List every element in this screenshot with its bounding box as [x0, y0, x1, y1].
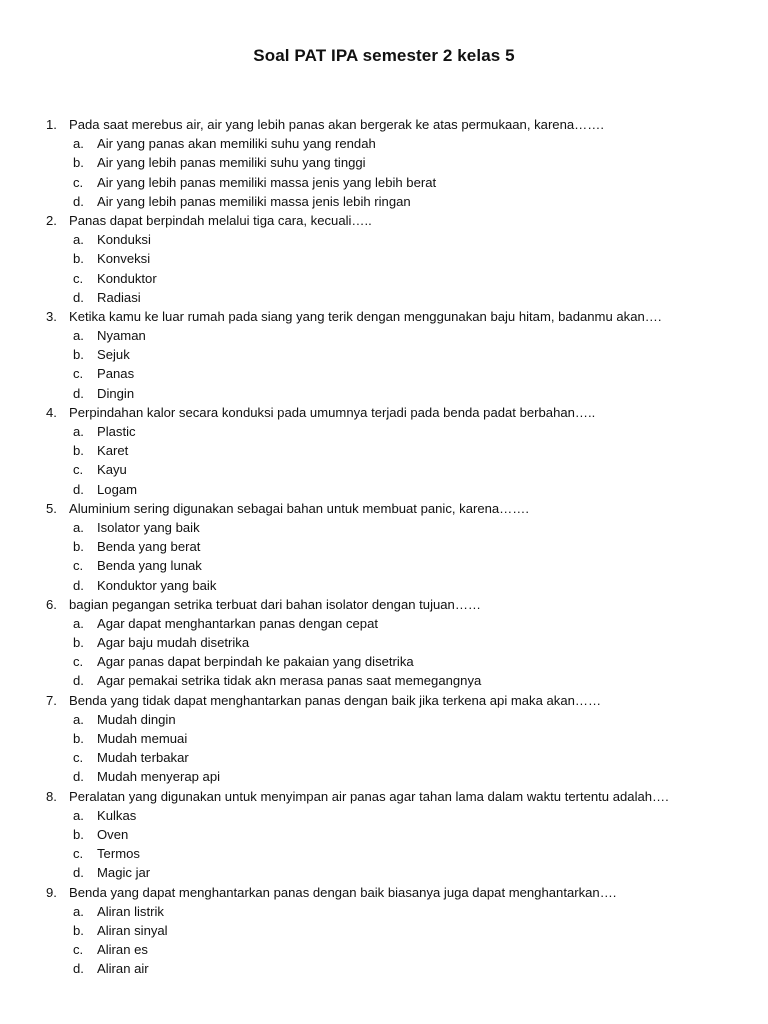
option-list	[46, 806, 746, 883]
answer-option	[46, 326, 746, 345]
answer-option	[46, 844, 746, 863]
question-text: Perpindahan kalor secara konduksi pada umumnya terjadi pada benda padat berbahan…..	[69, 404, 596, 420]
option-letter: a.	[73, 615, 84, 631]
option-letter: b.	[73, 539, 84, 555]
option-text: Isolator yang baik	[97, 519, 200, 535]
question-item	[46, 691, 746, 787]
answer-option	[46, 710, 746, 729]
option-letter: d.	[73, 961, 84, 977]
answer-option	[46, 518, 746, 537]
answer-option	[46, 748, 746, 767]
option-letter: c.	[73, 270, 84, 286]
option-text: Aliran sinyal	[97, 922, 168, 938]
answer-option	[46, 384, 746, 403]
option-text: Konduktor	[97, 270, 157, 286]
answer-option	[46, 652, 746, 671]
answer-option	[46, 576, 746, 595]
option-letter: d.	[73, 577, 84, 593]
option-text: Air yang lebih panas memiliki massa jenis lebih ringan	[97, 193, 411, 209]
option-letter: c.	[73, 654, 84, 670]
answer-option	[46, 863, 746, 882]
question-line	[46, 307, 746, 326]
question-item	[46, 787, 746, 883]
answer-option	[46, 825, 746, 844]
answer-option	[46, 269, 746, 288]
option-text: Logam	[97, 481, 138, 497]
question-text: Peralatan yang digunakan untuk menyimpan air panas agar tahan lama dalam waktu tertentu adalah….	[69, 788, 669, 804]
document-title: Soal PAT IPA semester 2 kelas 5	[253, 46, 515, 65]
option-letter: d.	[73, 673, 84, 689]
answer-option	[46, 230, 746, 249]
option-text: Kulkas	[97, 807, 137, 823]
option-letter: a.	[73, 519, 84, 535]
answer-option	[46, 288, 746, 307]
question-line	[46, 691, 746, 710]
answer-option	[46, 614, 746, 633]
option-text: Mudah dingin	[97, 711, 176, 727]
option-text: Konduksi	[97, 232, 151, 248]
option-letter: a.	[73, 136, 84, 152]
option-letter: b.	[73, 443, 84, 459]
option-list	[46, 134, 746, 211]
option-letter: a.	[73, 903, 84, 919]
answer-option	[46, 537, 746, 556]
answer-option	[46, 134, 746, 153]
question-item	[46, 883, 746, 979]
option-list	[46, 230, 746, 307]
answer-option	[46, 422, 746, 441]
question-text: Benda yang dapat menghantarkan panas dengan baik biasanya juga dapat menghantarkan….	[69, 884, 617, 900]
option-list	[46, 710, 746, 787]
option-text: Mudah memuai	[97, 731, 188, 746]
answer-option	[46, 480, 746, 499]
question-text: Pada saat merebus air, air yang lebih panas akan bergerak ke atas permukaan, karena…….	[69, 117, 604, 132]
option-letter: d.	[73, 769, 84, 785]
option-text: Aliran air	[97, 961, 149, 977]
option-text: Oven	[97, 826, 129, 842]
option-letter: b.	[73, 731, 84, 746]
option-letter: d.	[73, 385, 84, 401]
answer-option	[46, 806, 746, 825]
option-letter: c.	[73, 462, 84, 478]
answer-option	[46, 633, 746, 652]
question-text: Benda yang tidak dapat menghantarkan panas dengan baik jika terkena api maka akan……	[69, 692, 602, 708]
option-text: Termos	[97, 846, 140, 862]
answer-option	[46, 460, 746, 479]
question-text: bagian pegangan setrika terbuat dari bahan isolator dengan tujuan……	[69, 596, 482, 612]
option-text: Agar baju mudah disetrika	[97, 635, 250, 651]
option-letter: a.	[73, 328, 84, 344]
question-number: 5.	[46, 500, 57, 516]
answer-option	[46, 556, 746, 575]
question-text: Ketika kamu ke luar rumah pada siang yang terik dengan menggunakan baju hitam, badanmu akan….	[69, 308, 662, 324]
question-number: 9.	[46, 884, 57, 900]
option-letter: a.	[73, 424, 84, 439]
answer-option	[46, 345, 746, 364]
option-text: Agar dapat menghantarkan panas dengan cepat	[97, 615, 379, 631]
option-text: Agar panas dapat berpindah ke pakaian yang disetrika	[97, 654, 414, 670]
option-letter: c.	[73, 942, 84, 958]
option-text: Sejuk	[97, 347, 130, 363]
option-letter: a.	[73, 232, 84, 248]
option-letter: d.	[73, 481, 84, 497]
question-line	[46, 115, 746, 134]
option-letter: d.	[73, 193, 84, 209]
question-line	[46, 787, 746, 806]
option-text: Air yang lebih panas memiliki suhu yang tinggi	[97, 155, 366, 171]
answer-option	[46, 364, 746, 383]
option-text: Kayu	[97, 462, 127, 478]
question-line	[46, 883, 746, 902]
question-item	[46, 307, 746, 403]
question-line	[46, 499, 746, 518]
option-letter: b.	[73, 635, 84, 651]
option-text: Magic jar	[97, 865, 151, 881]
question-number: 4.	[46, 404, 57, 420]
option-list	[46, 518, 746, 595]
question-item	[46, 403, 746, 499]
question-item	[46, 595, 746, 691]
question-item	[46, 115, 746, 211]
option-text: Aliran es	[97, 942, 148, 958]
option-letter: a.	[73, 711, 84, 727]
option-letter: c.	[73, 846, 84, 862]
question-line	[46, 211, 746, 230]
option-letter: b.	[73, 155, 84, 171]
question-number: 1.	[46, 117, 57, 132]
question-list	[46, 115, 746, 978]
answer-option	[46, 921, 746, 940]
question-text: Aluminium sering digunakan sebagai bahan untuk membuat panic, karena…….	[69, 500, 530, 516]
question-line	[46, 403, 746, 422]
option-text: Mudah terbakar	[97, 750, 189, 766]
answer-option	[46, 671, 746, 690]
option-letter: b.	[73, 826, 84, 842]
option-text: Benda yang lunak	[97, 558, 202, 574]
option-text: Agar pemakai setrika tidak akn merasa panas saat memegangnya	[97, 673, 482, 689]
option-letter: a.	[73, 807, 84, 823]
option-text: Plastic	[97, 424, 136, 439]
option-letter: b.	[73, 347, 84, 363]
option-text: Konduktor yang baik	[97, 577, 217, 593]
answer-option	[46, 173, 746, 192]
option-text: Aliran listrik	[97, 903, 164, 919]
option-letter: b.	[73, 922, 84, 938]
option-letter: d.	[73, 865, 84, 881]
question-line	[46, 595, 746, 614]
option-letter: d.	[73, 289, 84, 305]
question-item	[46, 211, 746, 307]
answer-option	[46, 902, 746, 921]
option-text: Mudah menyerap api	[97, 769, 221, 785]
option-list	[46, 326, 746, 403]
answer-option	[46, 153, 746, 172]
question-number: 7.	[46, 692, 57, 708]
option-text: Panas	[97, 366, 135, 382]
answer-option	[46, 249, 746, 268]
option-letter: c.	[73, 174, 84, 190]
option-list	[46, 614, 746, 691]
option-text: Benda yang berat	[97, 539, 201, 555]
question-text: Panas dapat berpindah melalui tiga cara, kecuali…..	[69, 212, 372, 228]
option-letter: c.	[73, 750, 84, 766]
question-number: 3.	[46, 308, 57, 324]
question-item	[46, 499, 746, 595]
option-letter: c.	[73, 366, 84, 382]
answer-option	[46, 767, 746, 786]
answer-option	[46, 729, 746, 748]
option-text: Air yang panas akan memiliki suhu yang rendah	[97, 136, 376, 152]
option-text: Dingin	[97, 385, 135, 401]
answer-option	[46, 192, 746, 211]
option-list	[46, 422, 746, 499]
option-list	[46, 902, 746, 979]
question-number: 8.	[46, 788, 57, 804]
question-number: 6.	[46, 596, 57, 612]
option-text: Nyaman	[97, 328, 146, 344]
answer-option	[46, 940, 746, 959]
option-text: Konveksi	[97, 251, 151, 267]
option-text: Air yang lebih panas memiliki massa jenis yang lebih berat	[97, 174, 437, 190]
answer-option	[46, 959, 746, 978]
option-letter: b.	[73, 251, 84, 267]
option-text: Karet	[97, 443, 129, 459]
option-letter: c.	[73, 558, 84, 574]
option-text: Radiasi	[97, 289, 141, 305]
answer-option	[46, 441, 746, 460]
question-number: 2.	[46, 212, 57, 228]
